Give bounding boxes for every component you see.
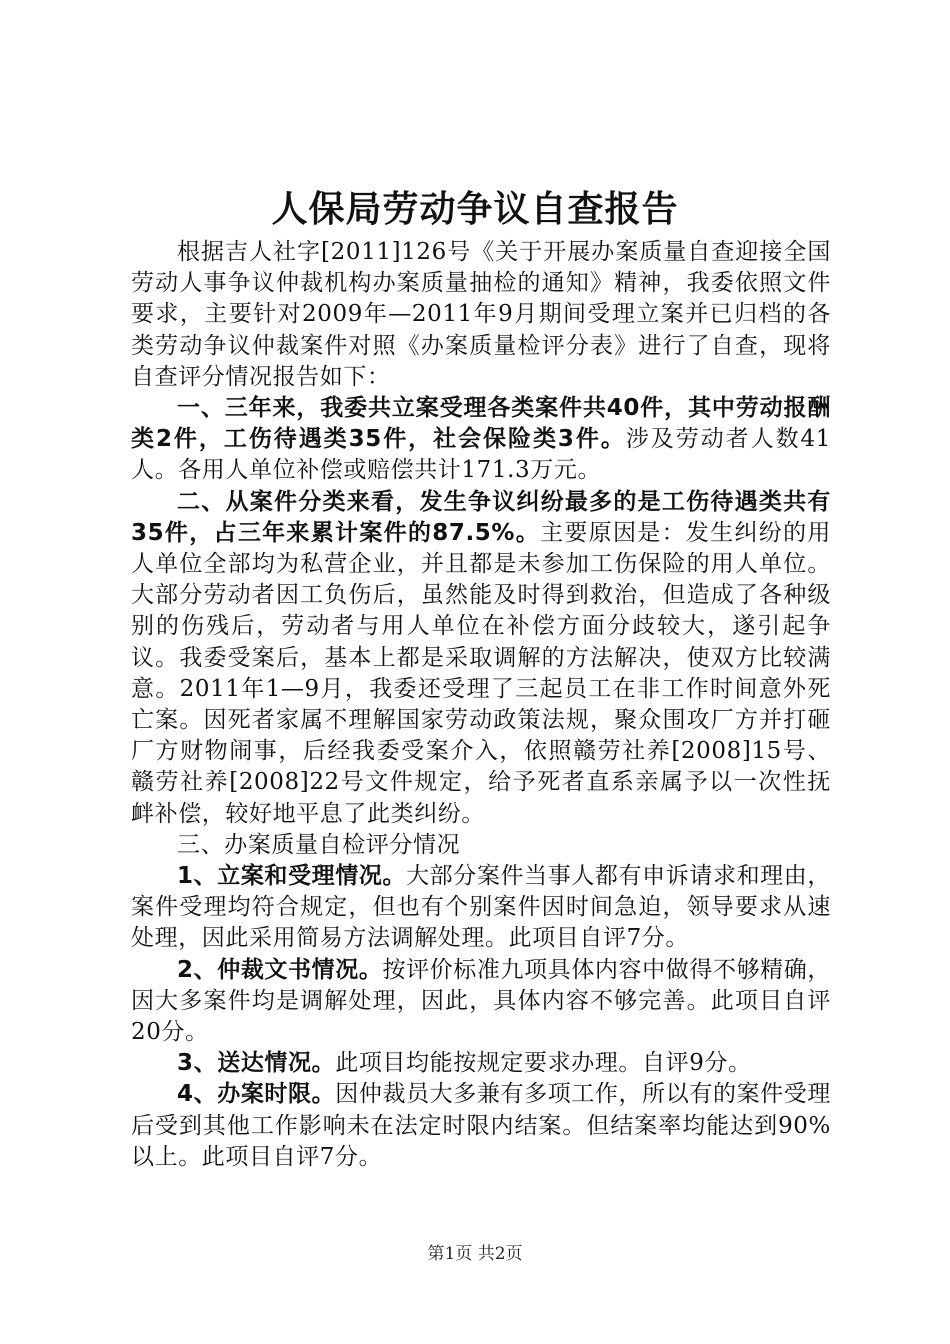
paragraph-item-1	[131, 861, 831, 955]
paragraph-item-3	[131, 1048, 831, 1079]
page-footer: 第1页 共2页	[427, 1244, 523, 1264]
paragraph-lead: 2、仲裁文书情况。	[177, 956, 383, 983]
paragraph-text: 按评价标准九项具体内容中做得不够精确，因大多案件均是调解处理，因此，具体内容不够完善。此项目自评20分。	[131, 956, 831, 1046]
document-body	[131, 237, 831, 1173]
paragraph-text: 根据吉人社字[2011]126号《关于开展办案质量自查迎接全国劳动人事争议仲裁机构办案质量抽检的通知》精神，我委依照文件要求，主要针对2009年—2011年9月期间受理立案并已归档的各类劳动争议仲裁案件对照《办案质量检评分表》进行了自查，现将自查评分情况报告如下：	[131, 239, 831, 390]
paragraph-text: 涉及劳动者人数41人。各用人单位补偿或赔偿共计171.3万元。	[131, 426, 831, 484]
paragraph-section-1	[131, 393, 831, 487]
paragraph-lead: 1、立案和受理情况。	[177, 863, 407, 890]
paragraph-text: 大部分案件当事人都有申诉请求和理由，案件受理均符合规定，但也有个别案件因时间急迫，领导要求从速处理，因此采用简易方法调解处理。此项目自评7分。	[131, 863, 831, 952]
paragraph-intro	[131, 237, 831, 393]
section-heading-3	[131, 830, 831, 861]
paragraph-text: 因仲裁员大多兼有多项工作，所以有的案件受理后受到其他工作影响未在法定时限内结案。但结案率均能达到90%以上。此项目自评7分。	[131, 1081, 831, 1170]
paragraph-text: 主要原因是：发生纠纷的用人单位全部均为私营企业，并且都是未参加工伤保险的用人单位。大部分劳动者因工负伤后，虽然能及时得到救治，但造成了各种级别的伤残后，劳动者与用人单位在补偿方面分歧较大，遂引起争议。我委受案后，基本上都是采取调解的方法解决，使双方比较满意。2011年1—9月，我委还受理了三起员工在非工作时间意外死亡案。因死者家属不理解国家劳动政策法规，聚众围攻厂方并打砸厂方财物闹事，后经我委受案介入，依照赣劳社养[2008]15号、赣劳社养[2008]22号文件规定，给予死者直系亲属予以一次性抚衅补偿，较好地平息了此类纠纷。	[131, 519, 832, 827]
document-title: 人保局劳动争议自查报告	[271, 188, 679, 230]
paragraph-item-4	[131, 1079, 831, 1173]
paragraph-lead: 一、三年来，我委共立案受理各类案件共40件，其中劳动报酬类2件，工伤待遇类35件，社会保险类3件。	[131, 395, 831, 453]
paragraph-lead: 4、办案时限。	[177, 1081, 336, 1108]
section-heading-text: 三、办案质量自检评分情况	[177, 831, 461, 858]
paragraph-item-2	[131, 955, 831, 1049]
paragraph-section-2	[131, 487, 831, 830]
paragraph-text: 此项目均能按规定要求办理。自评9分。	[335, 1050, 752, 1077]
paragraph-lead: 二、从案件分类来看，发生争议纠纷最多的是工伤待遇类共有35件，占三年来累计案件的87.5%。	[131, 488, 831, 546]
paragraph-lead: 3、送达情况。	[177, 1050, 336, 1077]
